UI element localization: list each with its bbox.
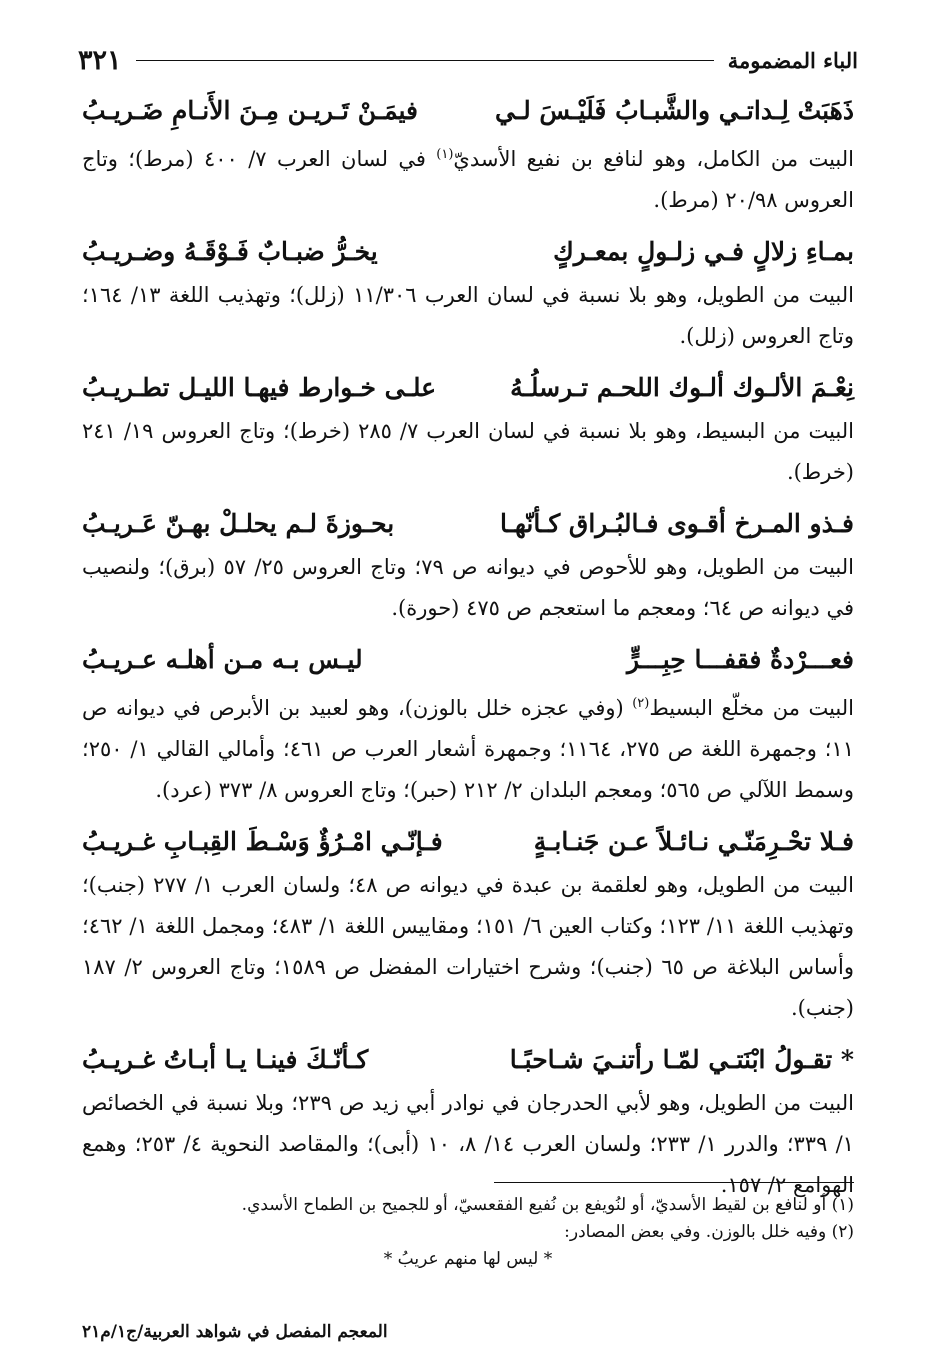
second-hemistich: بحـوزةَ لـم يحلـلْ بهـنّ عَـريـبُ (82, 509, 395, 538)
chapter-title: الباء المضمومة (727, 47, 858, 73)
second-hemistich: علـى خـوارط فيهـا الليـل تطـريـبُ (82, 373, 437, 402)
footnote-1: (١) أو لنافع بن لقيط الأسديّ، أو لنُويفع بن نُفيع الفقعسيّ، أو للجميح بن الطماح الأسدي. (241, 1195, 854, 1215)
verse-line (82, 1037, 854, 1083)
second-hemistich: ليـس بـه مـن أهلـه عـريـبُ (82, 645, 363, 674)
first-hemistich: بمـاءِ زلالٍ فـي زلـولٍ بمعـركٍ (553, 237, 854, 266)
second-hemistich: يخـرُّ ضبـابٌ فَـوْقَـهُ وضـريـبُ (82, 237, 378, 266)
verse-commentary: البيت من الطويل، وهو للأحوص في ديوانه ص ٧٩؛ وتاج العروس ٢٥/ ٥٧ (برق)؛ ولنصيب في ديوانه ص ٦٤؛ ومعجم ما استعجم ص ٤٧٥ (حورة). (82, 555, 854, 620)
second-hemistich: كـأنّـكَ فينـا يـا أبـاتُ غـريـبُ (82, 1045, 369, 1074)
verse-commentary: البيت من الكامل، وهو لنافع بن نفيع الأسديّ$^{(١)}$ في لسان العرب ٧/ ٤٠٠ (مرط)؛ وتاج العروس ٢٠/٩٨ (مرط). (82, 147, 854, 212)
page-number: ٣٢١ (78, 44, 122, 76)
running-header (78, 40, 858, 80)
first-hemistich: فعـــرْدةٌ فقفـــا حِبِـــرٍّ (626, 645, 854, 674)
verse-commentary: البيت من الطويل، وهو بلا نسبة في لسان العرب ١١/٣٠٦ (زلل)؛ وتهذيب اللغة ١٣/ ١٦٤؛ وتاج العروس (زلل). (82, 283, 854, 348)
book-signature: المعجم المفصل في شواهد العربية/ج١/م٢١ (82, 1322, 388, 1342)
verse-commentary: البيت من الطويل، وهو لعلقمة بن عبدة في ديوانه ص ٤٨؛ ولسان العرب ١/ ٢٧٧ (جنب)؛ وتهذيب اللغة ١١/ ١٢٣؛ وكتاب العين ٦/ ١٥١؛ ومقاييس اللغة ١/ ٤٨٣؛ ومجمل اللغة ١/ ٤٦٢؛ وأساس البلاغة ص ٦٥ (جنب)؛ وشرح اختيارات المفضل ص ١٥٨٩؛ وتاج العروس ٢/ ١٨٧ (جنب). (82, 873, 854, 1020)
verse-line (82, 88, 854, 134)
header-rule (136, 60, 714, 61)
verse-commentary: البيت من مخلّع البسيط$^{(٢)}$ (وفي عجزه خلل بالوزن)، وهو لعبيد بن الأبرص في ديوانه ص ١١؛ وجمهرة اللغة ص ٢٧٥، ١١٦٤؛ وجمهرة أشعار العرب ص ٤٦١؛ وأمالي القالي ١/ ٢٥٠؛ وسمط اللآلي ص ٥٦٥؛ ومعجم البلدان ٢/ ٢١٢ (حبر)؛ وتاج العروس ٨/ ٣٧٣ (عرد). (82, 696, 855, 802)
footnote-ref: (٢) (632, 696, 650, 711)
first-hemistich: فـذو المـرخ أقـوى فـالبُـراق كـأنّهـا (499, 509, 854, 538)
footnotes (82, 1192, 854, 1273)
footnote-ref: (١) (436, 147, 454, 162)
footnote-2: (٢) وفيه خلل بالوزن. وفي بعض المصادر: (564, 1222, 854, 1242)
first-hemistich: فـلا تحْـرِمَنّـي نـائـلاً عـن جَنـابـةٍ (533, 827, 854, 856)
verse-line (82, 819, 854, 865)
first-hemistich: ذَهَبَتْ لِـداتـي والشَّبـابُ فَلَيْـسَ لـي (494, 96, 854, 125)
verse-commentary: البيت من البسيط، وهو بلا نسبة في لسان العرب ٧/ ٢٨٥ (خرط)؛ وتاج العروس ١٩/ ٢٤١ (خرط). (82, 419, 854, 484)
second-hemistich: فيمَـنْ تَـريـن مِـنَ الأَنـامِ ضَـريـبُ (82, 96, 419, 125)
main-text (82, 88, 854, 1214)
verse-line (82, 229, 854, 275)
verse-commentary: البيت من الطويل، وهو لأبي الحدرجان في نوادر أبي زيد ص ٢٣٩؛ وبلا نسبة في الخصائص ١/ ٣٣٩؛ والدرر ١/ ٢٣٣؛ ولسان العرب ١٤/ ٨، ١٠ (أبى)؛ والمقاصد النحوية ٤/ ٢٥٣؛ وهمع الهوامع ٢/ ١٥٧. (82, 1091, 854, 1197)
footnote-2-verse: * ليس لها منهم عريبُ * (383, 1249, 553, 1269)
verse-line (82, 501, 854, 547)
first-hemistich: * تقـولُ ابْنَتـي لمّـا رأتنـيَ شـاحبًـا (509, 1045, 854, 1074)
footnote-separator (494, 1182, 854, 1183)
second-hemistich: فـإنّـي امْـرُؤٌ وَسْـطَ القِبـابِ غـريـبُ (82, 827, 443, 856)
verse-line (82, 637, 854, 683)
first-hemistich: نِعْـمَ الألـوك ألـوك اللحـم تـرسلُـهُ (510, 373, 854, 402)
verse-line (82, 365, 854, 411)
